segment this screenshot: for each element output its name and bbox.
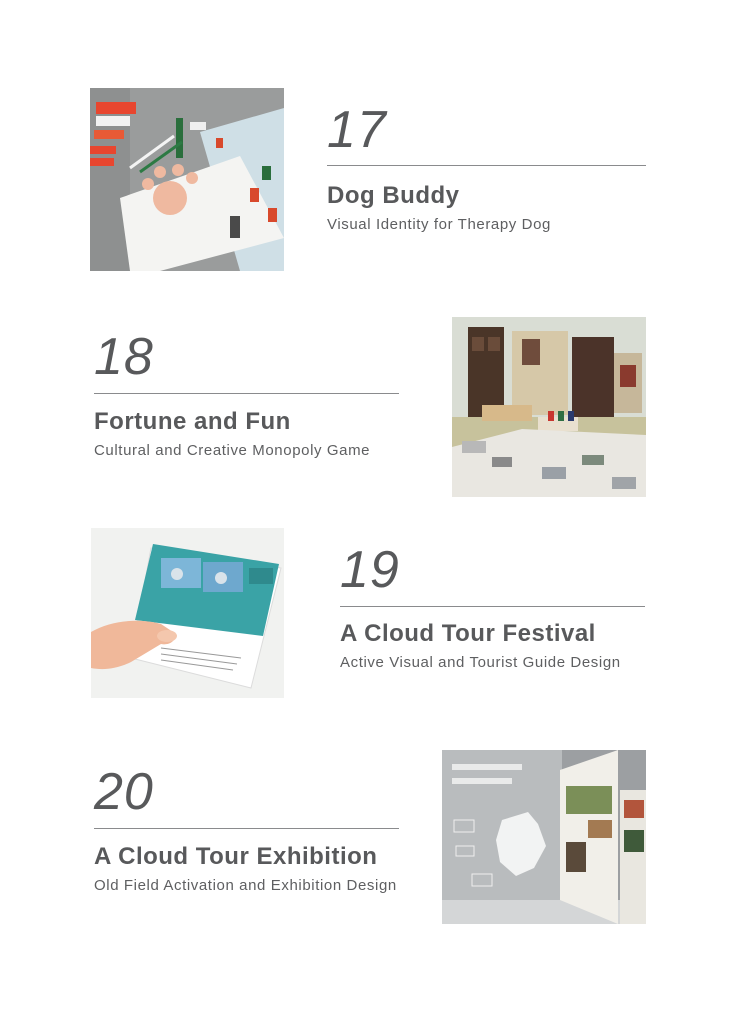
- stationery-mockup-image: [90, 88, 284, 271]
- project-subtitle: Old Field Activation and Exhibition Design: [94, 877, 397, 894]
- divider-rule: [327, 165, 646, 166]
- project-title: A Cloud Tour Exhibition: [94, 843, 378, 870]
- board-game-image: [452, 317, 646, 497]
- project-number: 17: [327, 101, 387, 159]
- project-number: 18: [94, 328, 154, 386]
- exhibition-panels-image: [442, 750, 646, 924]
- project-number: 19: [340, 541, 400, 599]
- project-title: Fortune and Fun: [94, 408, 291, 435]
- project-subtitle: Cultural and Creative Monopoly Game: [94, 442, 371, 459]
- project-subtitle: Visual Identity for Therapy Dog: [327, 216, 551, 233]
- divider-rule: [94, 828, 399, 829]
- divider-rule: [340, 606, 645, 607]
- divider-rule: [94, 393, 399, 394]
- project-title: Dog Buddy: [327, 182, 460, 209]
- project-title: A Cloud Tour Festival: [340, 620, 596, 647]
- project-number: 20: [94, 763, 154, 821]
- brochure-hand-image: [91, 528, 284, 698]
- project-subtitle: Active Visual and Tourist Guide Design: [340, 654, 621, 671]
